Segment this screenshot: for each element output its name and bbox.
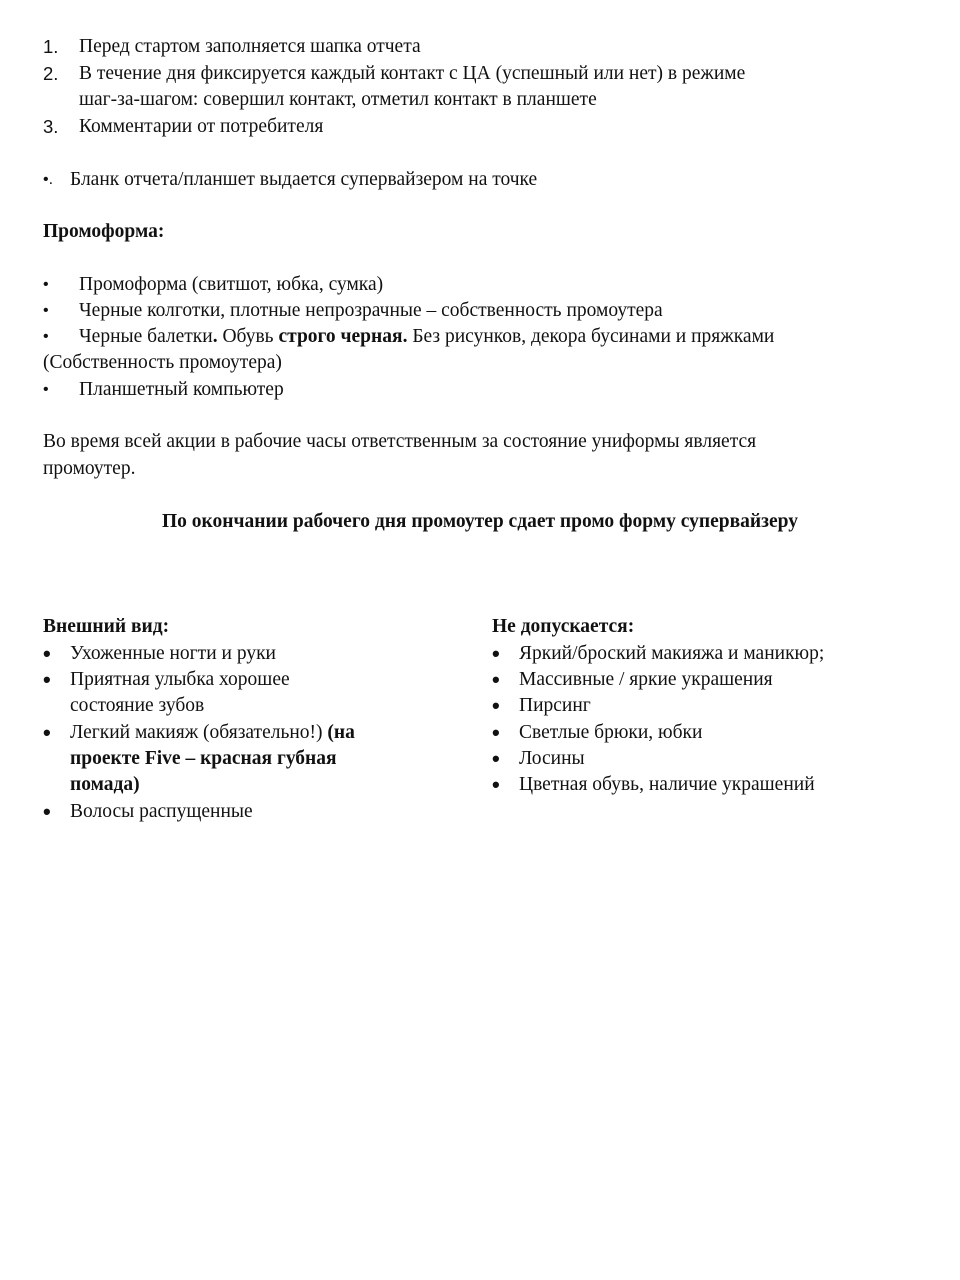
bullet-icon: • — [43, 381, 49, 398]
bullet-icon: • — [43, 276, 49, 293]
bullet-icon: • — [492, 720, 500, 745]
list-item-text: Приятная улыбка хорошее — [70, 669, 290, 690]
column-heading: Не допускается: — [492, 616, 635, 637]
list-item-text: Перед стартом заполняется шапка отчета — [79, 36, 421, 57]
list-item-continuation: (Собственность промоутера) — [43, 352, 282, 373]
list-number: 3. — [43, 116, 59, 137]
list-item-text: Волосы распущенные — [70, 801, 253, 822]
bullet-icon: • — [43, 641, 51, 666]
bullet-icon: • — [43, 720, 51, 745]
text-run: Без рисунков, декора бусинами и пряжками — [407, 326, 775, 347]
list-item-text: Лосины — [519, 748, 585, 769]
list-item-text — [70, 720, 355, 746]
list-item-text: Пирсинг — [519, 695, 591, 716]
text-run-bold: (на — [327, 722, 355, 743]
text-run: Легкий макияж (обязательно!) — [70, 722, 328, 743]
paragraph-line: Во время всей акции в рабочие часы ответственным за состояние униформы является — [43, 431, 757, 452]
list-item-text: шаг-за-шагом: совершил контакт, отметил контакт в планшете — [79, 89, 597, 110]
bullet-icon: • — [492, 641, 500, 666]
list-item-text: Ухоженные ногти и руки — [70, 643, 276, 664]
list-item-text: Комментарии от потребителя — [79, 116, 324, 137]
bullet-icon: • — [43, 328, 49, 345]
bullet-icon: •. — [43, 171, 54, 188]
list-number: 2. — [43, 63, 59, 84]
text-run-bold: строго черная — [278, 326, 403, 347]
text-run: Обувь — [217, 326, 279, 347]
bullet-icon: • — [492, 746, 500, 771]
bullet-icon: • — [492, 693, 500, 718]
return-note: По окончании рабочего дня промоутер сдает промо форму супервайзеру — [162, 511, 798, 532]
list-item-text — [79, 324, 774, 350]
list-item-text: Планшетный компьютер — [79, 379, 284, 400]
note-text: Бланк отчета/планшет выдается супервайзером на точке — [70, 169, 538, 190]
bullet-icon: • — [492, 772, 500, 797]
bullet-icon: • — [492, 667, 500, 692]
section-heading: Промоформа: — [43, 221, 165, 242]
bullet-icon: • — [43, 667, 51, 692]
list-item-text: Промоформа (свитшот, юбка, сумка) — [79, 274, 384, 295]
text-run-bold: . — [402, 326, 408, 347]
list-item-text: Цветная обувь, наличие украшений — [519, 774, 815, 795]
paragraph-line: промоутер. — [43, 458, 136, 479]
bullet-icon: • — [43, 302, 49, 319]
list-item-text: Черные колготки, плотные непрозрачные – собственность промоутера — [79, 300, 663, 321]
text-run-bold: . — [212, 326, 218, 347]
list-item-text: проекте Five – красная губная — [70, 748, 337, 769]
list-item-text: В течение дня фиксируется каждый контакт с ЦА (успешный или нет) в режиме — [79, 63, 746, 84]
text-run: Черные балетки — [79, 326, 213, 347]
list-number: 1. — [43, 36, 59, 57]
bullet-icon: • — [43, 799, 51, 824]
list-item-text: состояние зубов — [70, 695, 205, 716]
list-item-text: Яркий/броский макияжа и маникюр; — [519, 643, 825, 664]
list-item-text: Светлые брюки, юбки — [519, 722, 703, 743]
list-item-text: Массивные / яркие украшения — [519, 669, 773, 690]
list-item-text: помада) — [70, 774, 140, 795]
column-heading: Внешний вид: — [43, 616, 170, 637]
